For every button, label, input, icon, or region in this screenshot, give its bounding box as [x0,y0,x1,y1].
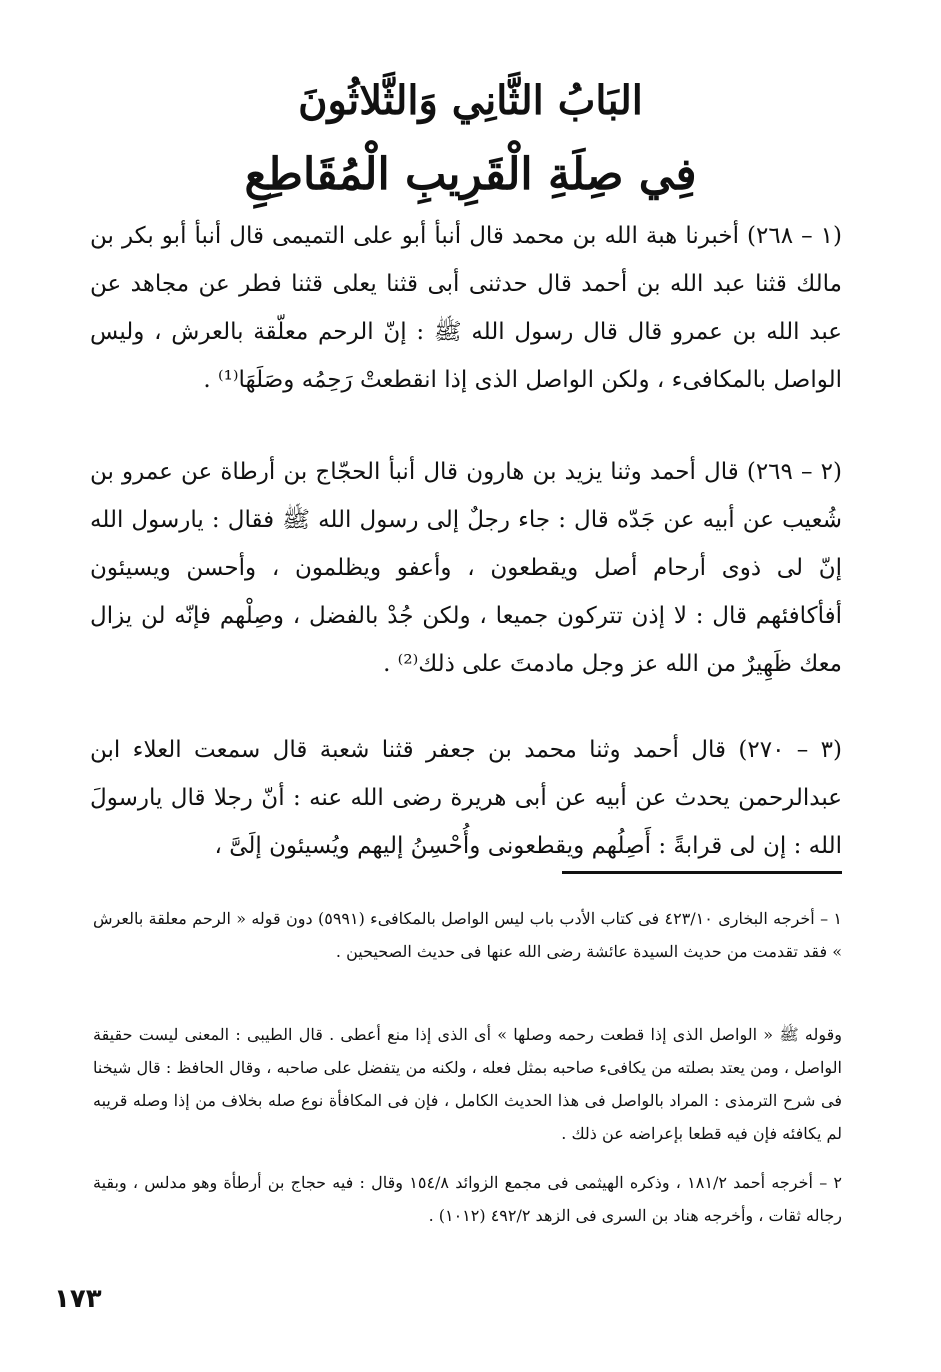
chapter-subtitle: فِي صِلَةِ الْقَرِيبِ الْمُقَاطِعِ [244,149,697,200]
footnote-1: ١ – أخرجه البخارى ٤٢٣/١٠ فى كتاب الأدب باب ليس الواصل بالمكافىء (٥٩٩١) دون قوله « الرحم معلقة بالعرش » فقد تقدمت من حديث السيدة عائشة رضى الله عنها فى حديث الصحيحين . [93,909,843,961]
chapter-title: البَابُ الثَّانِي وَالثَّلاثُونَ [298,77,643,124]
hadith-paragraph-1: (١ – ٢٦٨) أخبرنا هبة الله بن محمد قال أنبأ أبو على التميمى قال أنبأ أبو بكر بن مالك قثنا عبد الله بن أحمد قال حدثنى أبى قثنا يعلى قثنا فطر عن مجاهد عن عبد الله بن عمرو قال قال رسول الله ﷺ : إنّ الرحم معلّقة بالعرش ، وليس الواصل بالمكافىء ، ولكن الواصل الذى إذا انقطعتْ رَحِمُه وصَلَهَا⁽¹⁾ . [90,223,842,393]
footnote-1-commentary: وقوله ﷺ « الواصل الذى إذا قطعت رحمه وصلها » أى الذى إذا منع أعطى . قال الطيبى : المعنى ليست حقيقة الواصل ، ومن يعتد بصلته من يكافىء صاحبه بمثل فعله ، ولكنه من يتفضل على صاحبه ، وقال الحافظ : قال شيخنا فى شرح الترمذى : المراد بالواصل فى هذا الحديث الكامل ، فإن فى المكافأة نوع صله بخلاف من إذا وصله قريبه لم يكافئه فإن فيه قطعا بإعراضه عن ذلك . [93,1025,842,1143]
hadith-paragraph-2: (٢ – ٢٦٩) قال أحمد وثنا يزيد بن هارون قال أنبأ الحجّاج بن أرطاة عن عمرو بن شُعيب عن أبيه عن جَدّه قال : جاء رجلٌ إلى رسول الله ﷺ فقال : يارسول الله إنّ لى ذوى أرحام أصل ويقطعون ، وأعفو ويظلمون ، وأحسن ويسيئون أفأكافئهم قال : لا إذن تتركون جميعا ، ولكن جُدْ بالفضل ، وصِلْهم فإنّه لن يزال معك ظَهِيرٌ من الله عز وجل مادمتَ على ذلك⁽²⁾ . [90,459,842,677]
footnote-2: ٢ – أخرجه أحمد ١٨١/٢ ، وذكره الهيثمى فى مجمع الزوائد ١٥٤/٨ وقال : فيه حجاج بن أرطأة وهو مدلس ، وبقية رجاله ثقات ، وأخرجه هناد بن السرى فى الزهد ٤٩٢/٢ (١٠١٢) . [93,1173,843,1225]
hadith-paragraph-3: (٣ – ٢٧٠) قال أحمد وثنا محمد بن جعفر قثنا شعبة قال سمعت العلاء ابن عبدالرحمن يحدث عن أبيه عن أبى هريرة رضى الله عنه : أنّ رجلا قال يارسولَ الله : إن لى قرابةً : أَصِلُهم ويقطعونى وأُحْسِنُ إليهم ويُسيئون إلَىَّ ، [90,737,842,859]
footnote-divider [562,871,842,874]
page-number: ١٧٣ [54,1284,102,1314]
